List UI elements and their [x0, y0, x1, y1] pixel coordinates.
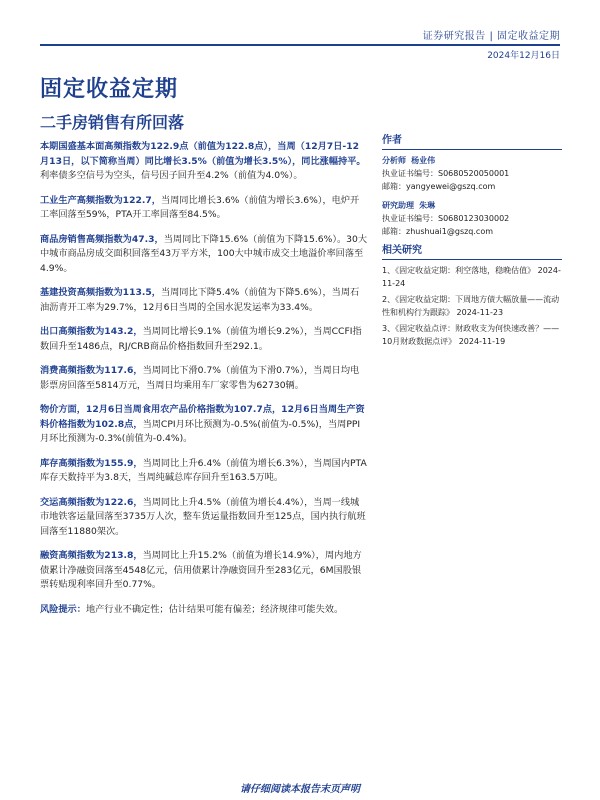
sidebar — [382, 134, 562, 351]
risk-warning — [40, 603, 367, 618]
related-research-item[interactable]: 1、《固定收益定期：利空落地，稳晚估值》 2024-11-24 — [382, 266, 561, 288]
email-label: 邮箱： — [382, 227, 406, 236]
author-cert-row — [382, 212, 562, 225]
related-research-item[interactable]: 3、《固定收益点评：财政收支为何快速改善？——10月财政数据点评》 2024-11-19 — [382, 324, 560, 346]
author-email[interactable]: zhushuai1@gszq.com — [406, 227, 494, 236]
paragraph-text: 当周同比上升15.2%（前值为增长14.9%），周内地方债累计净融资回落至4548亿元，信用债累计净融资回升至283亿元，6M国股银票转贴现利率回升至0.77%。 — [40, 550, 362, 590]
summary-paragraph — [40, 286, 367, 315]
author-name-row — [382, 154, 562, 167]
paragraph-lead: 出口高频指数为143.2， — [40, 326, 143, 337]
paragraph-lead: 商品房销售高频指数为47.3， — [40, 233, 164, 245]
report-type-tag: 证券研究报告 | 固定收益定期 — [422, 31, 560, 42]
summary-paragraph — [40, 496, 367, 540]
author-name: 朱琳 — [419, 201, 436, 210]
paragraph-lead: 风险提示： — [40, 603, 86, 615]
related-research-item[interactable]: 2、《固定收益定期：下周地方债大幅放量——流动性和机构行为跟踪》 2024-11-23 — [382, 295, 560, 317]
paragraph-lead: 工业生产高频指数为122.7， — [40, 194, 161, 206]
author-name: 杨业伟 — [411, 156, 436, 165]
paragraph-text: 当周同比下滑0.7%（前值为下滑0.7%），当周日均电影票房回落至5814万元，当周日均乘用车厂家零售为62730辆。 — [40, 365, 360, 391]
related-research-heading: 相关研究 — [382, 244, 562, 260]
authors-heading: 作者 — [382, 134, 562, 150]
author-cert-row — [382, 167, 562, 180]
paragraph-text: 当周同比下降5.4%（前值为下降5.6%），当周石油沥青开工率为29.7%，12月6日当周的全国水泥发运率为33.4%。 — [40, 287, 360, 313]
footer-disclaimer: 请仔细阅读本报告末页声明 — [240, 784, 360, 795]
report-date: 2024年12月16日 — [487, 51, 560, 61]
paragraph-text: 当周同比上升4.5%（前值为增长4.4%），当周一线城市地铁客运量回落至3735万人次，整车货运量指数回升至125点，国内执行航班回落至11880架次。 — [40, 496, 366, 537]
summary-paragraph — [40, 194, 367, 223]
summary-paragraph — [40, 403, 367, 447]
author-email[interactable]: yangyewei@gszq.com — [406, 182, 496, 191]
paragraph-text: 当周同比增长3.6%（前值为增长3.6%），电炉开工率回落至59%，PTA开工率回落至84.5%。 — [40, 194, 360, 220]
cert-label: 执业证书编号： — [382, 214, 438, 223]
author-entry — [382, 199, 562, 238]
author-role: 分析师 — [382, 156, 406, 165]
author-email-row — [382, 225, 562, 238]
cert-label: 执业证书编号： — [382, 169, 438, 178]
paragraph-lead: 交运高频指数为122.6， — [40, 496, 143, 508]
header-divider — [40, 44, 560, 46]
summary-paragraph — [40, 457, 367, 486]
summary-body — [40, 140, 367, 627]
email-label: 邮箱： — [382, 182, 406, 191]
paragraph-lead: 库存高频指数为155.9， — [40, 457, 143, 469]
author-entry — [382, 154, 562, 193]
paragraph-text: 当周同比增长9.1%（前值为增长9.2%），当周CCFI指数回升至1486点，RJ/CRB商品价格指数回升至292.1。 — [40, 326, 362, 352]
summary-paragraph — [40, 549, 367, 593]
summary-paragraph — [40, 325, 367, 354]
cert-number: S0680123030002 — [438, 214, 510, 223]
summary-paragraph — [40, 140, 367, 184]
paragraph-text: 当周同比上升6.4%（前值为增长6.3%），当周国内PTA库存天数持平为3.8天，当周纯碱总库存回升至163.5万吨。 — [40, 457, 367, 483]
author-email-row — [382, 180, 562, 193]
paragraph-lead: 基建投资高频指数为113.5， — [40, 287, 161, 298]
paragraph-lead: 物价方面，12月6日当周食用农产品价格指数为107.7点，12月6日当周生产资料价格指数为102.8点， — [40, 404, 365, 430]
paragraph-text: 当周CPI月环比预测为-0.5%(前值为-0.5%)，当周PPI月环比预测为-0.3%(前值为-0.4%)。 — [40, 418, 361, 444]
summary-paragraph — [40, 233, 367, 277]
paragraph-text: 地产行业不确定性；估计结果可能有偏差；经济规律可能失效。 — [85, 603, 344, 615]
cert-number: S0680520050001 — [438, 169, 510, 178]
report-title: 固定收益定期 — [40, 77, 179, 102]
author-name-row — [382, 199, 562, 212]
author-role: 研究助理 — [382, 201, 414, 210]
paragraph-lead: 融资高频指数为213.8， — [40, 550, 143, 561]
paragraph-text: 利率债多空信号为空头，信号因子回升至4.2%（前值为4.0%）。 — [40, 170, 303, 181]
paragraph-text: 当周同比下降15.6%（前值为下降15.6%）。30大中城市商品房成交面积回落至43万平方米，100大中城市成交土地溢价率回落至4.9%。 — [40, 233, 368, 274]
paragraph-lead: 本期国盛基本面高频指数为122.9点（前值为122.8点），当周（12月7日-12月13日，以下简称当周）同比增长3.5%（前值为增长3.5%），同比涨幅持平。 — [40, 141, 366, 167]
report-subtitle: 二手房销售有所回落 — [40, 113, 185, 132]
summary-paragraph — [40, 364, 367, 393]
paragraph-lead: 消费高频指数为117.6， — [40, 365, 143, 376]
